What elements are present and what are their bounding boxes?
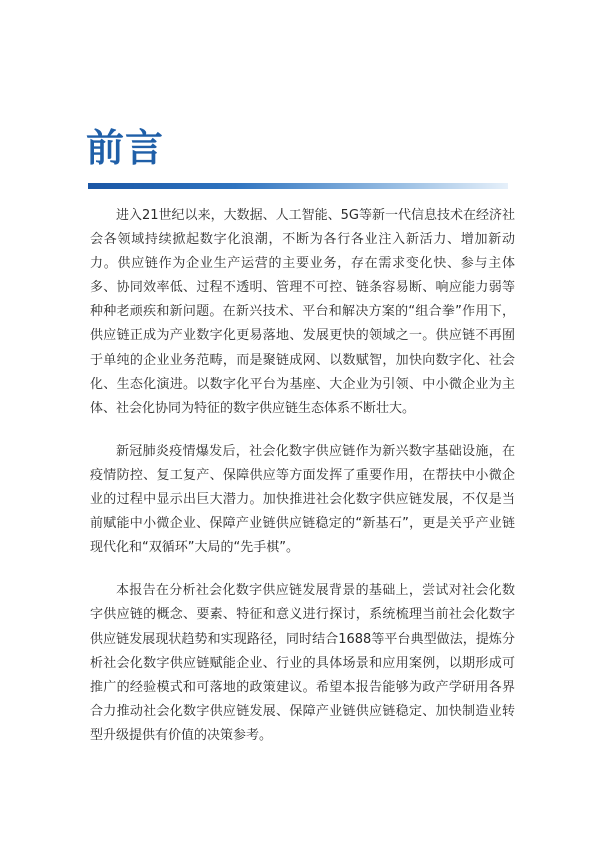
paragraph-3: 本报告在分析社会化数字供应链发展背景的基础上，尝试对社会化数字供应链的概念、要素、特征和意义进行探讨，系统梳理当前社会化数字供应链发展现状趋势和实现路径，同时结合1688等平台典型做法，提炼分析社会化数字供应链赋能企业、行业的具体场景和应用案例，以期形成可推广的经验模式和可落地的政策建议。希望本报告能够为政产学研用各界合力推动社会化数字供应链发展、保障产业链供应链稳定、加快制造业转型升级提供有价值的决策参考。 bbox=[90, 583, 515, 743]
title-underline-bar bbox=[88, 183, 508, 189]
body-text bbox=[90, 204, 515, 767]
paragraph-1: 进入21世纪以来，大数据、人工智能、5G等新一代信息技术在经济社会各领域持续掀起数字化浪潮，不断为各行各业注入新活力、增加新动力。供应链作为企业生产运营的主要业务，存在需求变化快、参与主体多、协同效率低、过程不透明、管理不可控、链条容易断、响应能力弱等种种老顽疾和新问题。在新兴技术、平台和解决方案的“组合拳”作用下，供应链正成为产业数字化更易落地、发展更快的领域之一。供应链不再囿于单纯的企业业务范畴，而是聚链成网、以数赋智，加快向数字化、社会化、生态化演进。以数字化平台为基座、大企业为引领、中小微企业为主体、社会化协同为特征的数字供应链生态体系不断壮大。 bbox=[90, 208, 515, 416]
page-title: 前言 bbox=[86, 126, 165, 170]
paragraph-2: 新冠肺炎疫情爆发后，社会化数字供应链作为新兴数字基础设施，在疫情防控、复工复产、保障供应等方面发挥了重要作用，在帮扶中小微企业的过程中显示出巨大潜力。加快推进社会化数字供应链发展，不仅是当前赋能中小微企业、保障产业链供应链稳定的“新基石”，更是关乎产业链现代化和“双循环”大局的“先手棋”。 bbox=[90, 443, 515, 556]
